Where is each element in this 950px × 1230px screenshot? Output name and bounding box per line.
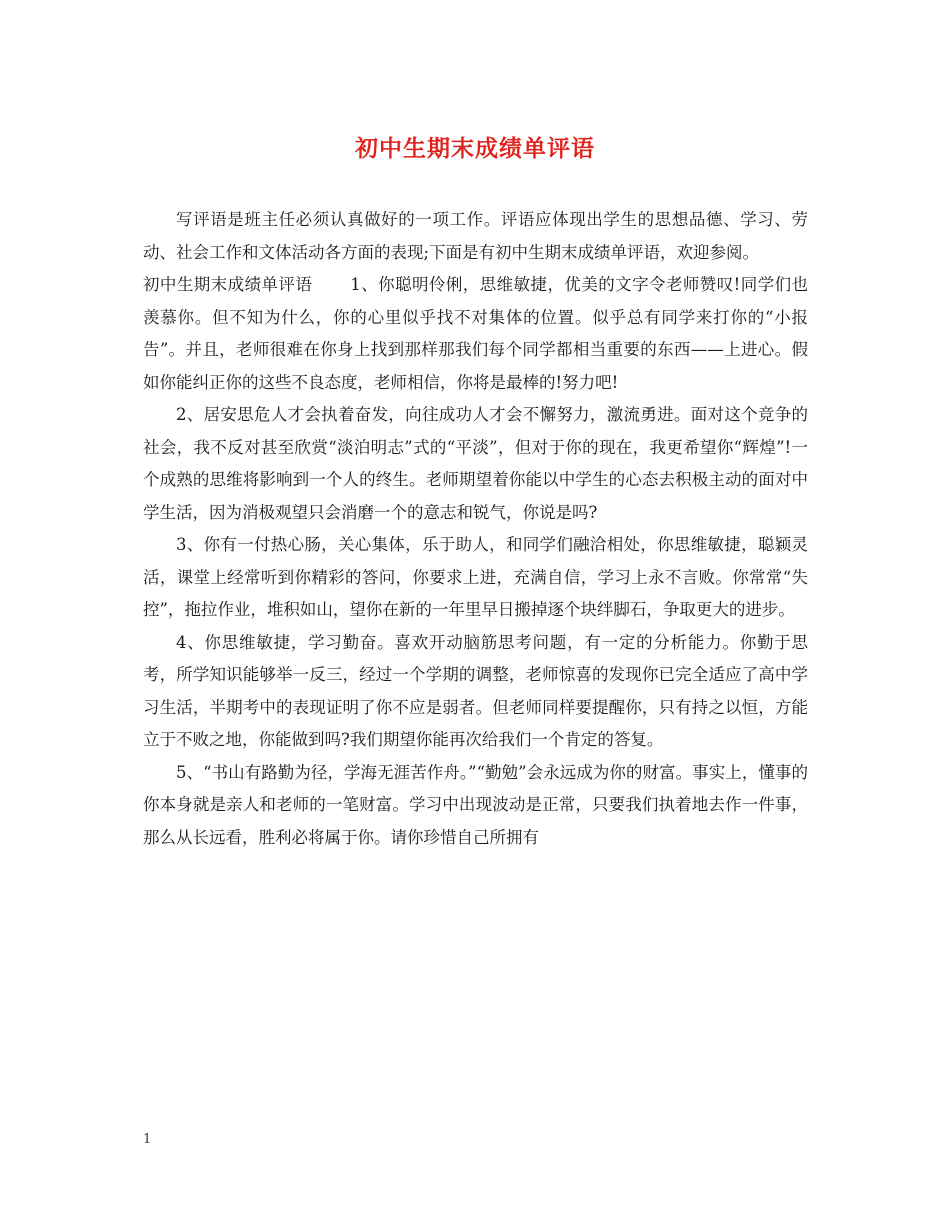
comment-paragraph-2: 2、居安思危人才会执着奋发，向往成功人才会不懈努力，激流勇进。面对这个竞争的社会，我不反对甚至欣赏“淡泊明志”式的“平淡”，但对于你的现在，我更希望你“辉煌”!一个成熟的思维将影响到一个人的终生。老师期望着你能以中学生的心态去积极主动的面对中学生活，因为消极观望只会消磨一个的意志和锐气，你说是吗?	[143, 405, 808, 522]
section-heading: 初中生期末成绩单评语	[143, 275, 313, 294]
comment-1-text: 1、你聪明伶俐，思维敏捷，优美的文字令老师赞叹!同学们也羡慕你。但不知为什么，你的心里似乎找不对集体的位置。似乎总有同学来打你的“小报告”。并且，老师很难在你身上找到那样那我们每个同学都相当重要的东西——上进心。假如你能纠正你的这些不良态度，老师相信，你将是最棒的!努力吧!	[143, 275, 808, 392]
document-title: 初中生期末成绩单评语	[355, 135, 595, 162]
comment-paragraph-5: 5、“书山有路勤为径，学海无涯苦作舟。”“勤勉”会永远成为你的财富。事实上，懂事的你本身就是亲人和老师的一笔财富。学习中出现波动是正常，只要我们执着地去作一件事，那么从长远看，胜利必将属于你。请你珍惜自己所拥有	[143, 762, 808, 847]
comment-paragraph-1	[143, 269, 808, 399]
page-number: 1	[143, 1132, 152, 1147]
comment-paragraph-3: 3、你有一付热心肠，关心集体，乐于助人，和同学们融洽相处，你思维敏捷，聪颖灵活，课堂上经常听到你精彩的答问，你要求上进，充满自信，学习上永不言败。你常常“失控”，拖拉作业，堆积如山，望你在新的一年里早日搬掉逐个块绊脚石，争取更大的进步。	[143, 535, 808, 619]
comment-paragraph-4: 4、你思维敏捷，学习勤奋。喜欢开动脑筋思考问题，有一定的分析能力。你勤于思考，所学知识能够举一反三，经过一个学期的调整，老师惊喜的发现你已完全适应了高中学习生活，半期考中的表现证明了你不应是弱者。但老师同样要提醒你，只有持之以恒，方能立于不败之地，你能做到吗?我们期望你能再次给我们一个肯定的答复。	[143, 632, 808, 749]
intro-paragraph: 写评语是班主任必须认真做好的一项工作。评语应体现出学生的思想品德、学习、劳动、社会工作和文体活动各方面的表现;下面是有初中生期末成绩单评语，欢迎参阅。	[143, 210, 808, 262]
document-body	[143, 204, 808, 854]
